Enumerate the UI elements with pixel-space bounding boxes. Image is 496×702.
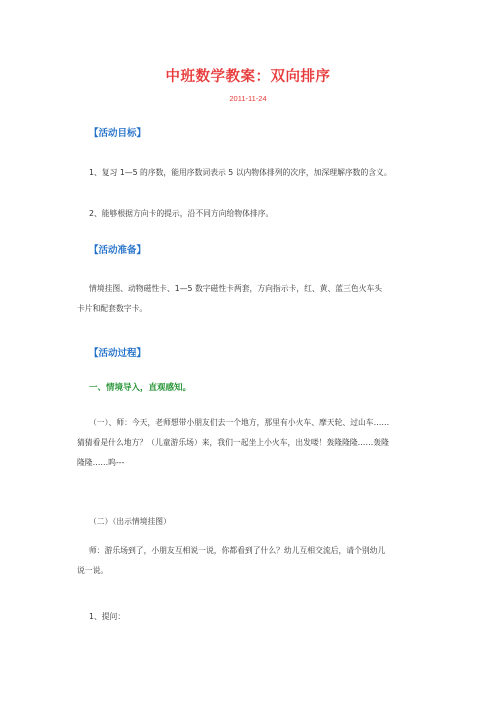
- goal-item-1: 1、复习 1—5 的序数，能用序数词表示 5 以内物体排列的次序，加深理解序数的含义。: [89, 168, 392, 177]
- goal-item-2: 2、能够根据方向卡的提示，沿不同方向给物体排序。: [89, 209, 274, 218]
- step1-paragraph-1: [77, 413, 429, 473]
- step1-p1-line-3: 隆隆……呜---: [77, 458, 125, 467]
- step1-question: 1、提问：: [89, 612, 126, 621]
- prep-line-1: 情境挂图、动物磁性卡、1—5 数字磁性卡两套，方向指示卡，红、黄、蓝三色火车头: [89, 284, 383, 293]
- process-heading: 【活动过程】: [89, 348, 147, 359]
- document-date: 2011-11-24: [229, 94, 267, 103]
- step1-p1-line-2: 猜猜看是什么地方？（儿童游乐场）来，我们一起坐上小火车，出发喽！轰隆隆隆……轰隆: [77, 438, 389, 447]
- step1-p3-line-2: 说一说。: [77, 566, 109, 575]
- goals-heading: 【活动目标】: [89, 128, 147, 139]
- prep-line-2: 卡片和配套数字卡。: [77, 304, 148, 313]
- document-title: 中班数学教案：双向排序: [165, 69, 331, 85]
- step1-paragraph-2: （二）（出示情境挂图）: [89, 517, 171, 526]
- prep-paragraph: [77, 279, 429, 319]
- step1-p3-line-1: 师：游乐场到了，小朋友互相说一说，你都看到了什么？幼儿互相交流后，请个别幼儿: [89, 546, 386, 555]
- step1-heading: 一、情境导入，直观感知。: [89, 383, 192, 393]
- step1-paragraph-3: [77, 541, 429, 581]
- step1-p1-line-1: （一）、师：今天，老师想带小朋友们去一个地方，那里有小火车、摩天轮、过山车……: [89, 418, 390, 427]
- prep-heading: 【活动准备】: [89, 245, 147, 256]
